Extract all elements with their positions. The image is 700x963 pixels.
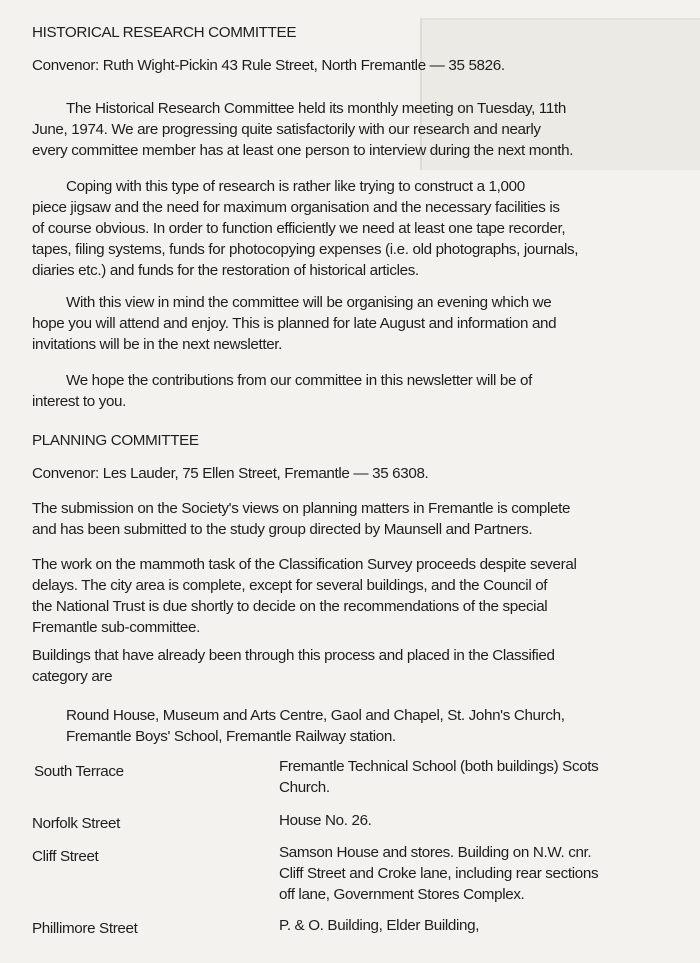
classified-list-line: Round House, Museum and Arts Centre, Gaol and Chapel, St. John's Church, xyxy=(66,707,565,724)
historical-p1-line: June, 1974. We are progressing quite satisfactorily with our research and nearly xyxy=(32,121,541,138)
historical-p2-line: tapes, filing systems, funds for photocopying expenses (i.e. old photographs, journals, xyxy=(32,241,579,258)
planning-p2-line: Fremantle sub-committee. xyxy=(32,619,200,636)
planning-convenor: Convenor: Les Lauder, 75 Ellen Street, Fremantle — 35 6308. xyxy=(32,465,429,482)
street-name: Norfolk Street xyxy=(32,815,120,832)
planning-p1-line: and has been submitted to the study group directed by Maunsell and Partners. xyxy=(32,521,533,538)
historical-p2-line: diaries etc.) and funds for the restoration of historical articles. xyxy=(32,262,419,279)
historical-p2-line: Coping with this type of research is rather like trying to construct a 1,000 xyxy=(66,178,525,195)
planning-p3-line: category are xyxy=(32,668,113,685)
planning-p2-line: The work on the mammoth task of the Classification Survey proceeds despite several xyxy=(32,556,577,573)
street-name: Phillimore Street xyxy=(32,920,138,937)
historical-p4-line: We hope the contributions from our committee in this newsletter will be of xyxy=(66,372,532,389)
historical-convenor: Convenor: Ruth Wight-Pickin 43 Rule Street, North Fremantle — 35 5826. xyxy=(32,57,505,74)
historical-p1-line: every committee member has at least one person to interview during the next month. xyxy=(32,142,574,159)
historical-p3-line: hope you will attend and enjoy. This is planned for late August and information and xyxy=(32,315,557,332)
historical-p1-line: The Historical Research Committee held its monthly meeting on Tuesday, 11th xyxy=(66,100,566,117)
historical-p3-line: invitations will be in the next newsletter. xyxy=(32,336,283,353)
street-buildings: House No. 26. xyxy=(279,812,372,829)
planning-p2-line: delays. The city area is complete, except for several buildings, and the Council of xyxy=(32,577,548,594)
historical-heading: HISTORICAL RESEARCH COMMITTEE xyxy=(32,24,297,41)
historical-p2-line: piece jigsaw and the need for maximum organisation and the necessary facilities is xyxy=(32,199,560,216)
street-name: South Terrace xyxy=(34,763,124,780)
classified-list-line: Fremantle Boys' School, Fremantle Railway station. xyxy=(66,728,396,745)
street-buildings: off lane, Government Stores Complex. xyxy=(279,886,525,903)
planning-p2-line: the National Trust is due shortly to decide on the recommendations of the special xyxy=(32,598,548,615)
historical-p3-line: With this view in mind the committee will be organising an evening which we xyxy=(66,294,552,311)
historical-p2-line: of course obvious. In order to function efficiently we need at least one tape recorder, xyxy=(32,220,566,237)
historical-p4-line: interest to you. xyxy=(32,393,127,410)
street-buildings: Fremantle Technical School (both buildings) Scots xyxy=(279,758,599,775)
street-buildings: P. & O. Building, Elder Building, xyxy=(279,917,480,934)
street-buildings: Church. xyxy=(279,779,330,796)
street-buildings: Samson House and stores. Building on N.W. cnr. xyxy=(279,844,592,861)
street-buildings: Cliff Street and Croke lane, including rear sections xyxy=(279,865,599,882)
planning-p3-line: Buildings that have already been through this process and placed in the Classified xyxy=(32,647,555,664)
planning-p1-line: The submission on the Society's views on planning matters in Fremantle is complete xyxy=(32,500,571,517)
planning-heading: PLANNING COMMITTEE xyxy=(32,432,199,449)
street-name: Cliff Street xyxy=(32,848,99,865)
